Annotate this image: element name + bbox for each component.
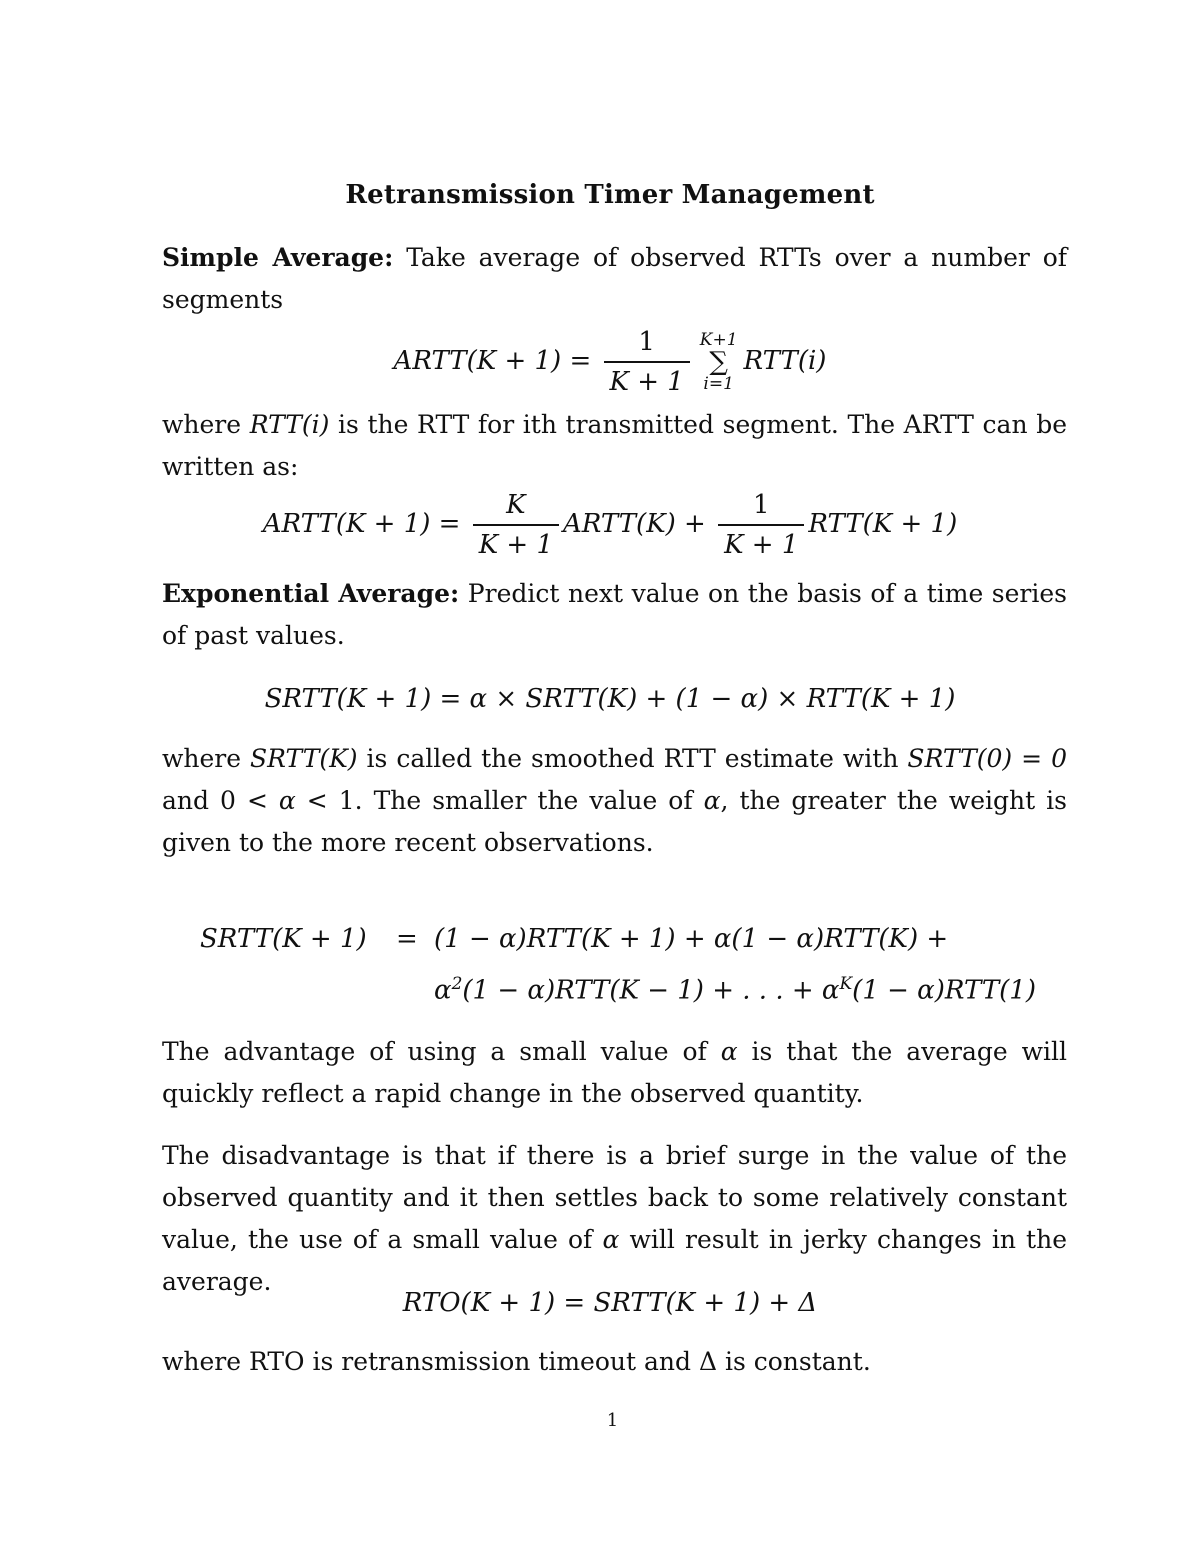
eq2-middle: ARTT(K) + xyxy=(563,509,715,539)
text-fragment: is called the smoothed RTT estimate with xyxy=(357,744,908,773)
eq1-numerator: 1 xyxy=(604,325,690,363)
math-inline: α xyxy=(278,786,296,815)
math-inline: RTT(i) xyxy=(249,410,330,439)
disadvantage-paragraph xyxy=(162,1135,1067,1303)
math-inline: α xyxy=(703,786,721,815)
srtt-expansion-equals: = xyxy=(396,924,418,954)
summation-symbol xyxy=(700,330,738,394)
text-fragment: where xyxy=(162,410,250,439)
text-fragment: is constant. xyxy=(717,1347,871,1376)
page-title: Retransmission Timer Management xyxy=(345,180,875,210)
text-fragment: where RTO is retransmission timeout and xyxy=(162,1347,699,1376)
text-fragment: and 0 < xyxy=(162,786,279,815)
math-inline: SRTT(0) = 0 xyxy=(907,744,1067,773)
srtt-expansion-line-2 xyxy=(434,974,1036,1006)
text-fragment: < 1. The smaller the value of xyxy=(295,786,704,815)
exponential-average-heading: Exponential Average: xyxy=(162,579,460,608)
eq2-f2-denominator: K + 1 xyxy=(724,530,799,560)
sum-upper-limit: K+1 xyxy=(699,330,738,350)
text-fragment: where xyxy=(162,744,251,773)
rto-definition-paragraph xyxy=(162,1341,1067,1383)
sigma-icon: ∑ xyxy=(709,347,728,377)
srtt-expansion-line-1: (1 − α)RTT(K + 1) + α(1 − α)RTT(K) + xyxy=(434,924,949,954)
srtt-equation: SRTT(K + 1) = α × SRTT(K) + (1 − α) × RTT(K + 1) xyxy=(264,684,956,714)
exponential-average-paragraph xyxy=(162,573,1067,657)
rtt-definition-paragraph xyxy=(162,404,1067,488)
text-fragment: will result in jerky changes in the average. xyxy=(162,1225,1068,1296)
text-fragment: is the RTT for ith transmitted segment. The ARTT can be written as: xyxy=(162,410,1067,481)
eq1-rhs: RTT(i) xyxy=(743,346,827,376)
eq2-lhs: ARTT(K + 1) = xyxy=(262,509,469,539)
math-inline: α xyxy=(602,1225,620,1254)
text-fragment: The disadvantage is that if there is a brief surge in the value of the observed quantity and it then settles back to some relatively constant value, the use of a small value of xyxy=(162,1141,1067,1254)
eq1-denominator: K + 1 xyxy=(609,367,684,397)
delta-symbol: Δ xyxy=(698,1347,718,1376)
text-fragment: is that the average will quickly reflect a rapid change in the observed quantity. xyxy=(162,1037,1068,1108)
artt-recursive-equation xyxy=(0,488,1200,562)
math-fragment: (1 − α)RTT(1) xyxy=(852,975,1036,1006)
math-fragment: α xyxy=(434,975,452,1006)
eq2-rhs: RTT(K + 1) xyxy=(808,509,958,539)
page-number: 1 xyxy=(606,1410,619,1431)
srtt-definition-paragraph xyxy=(162,738,1067,864)
eq2-fraction-1 xyxy=(473,488,559,562)
exponential-average-text: Predict next value on the basis of a time series of past values. xyxy=(162,579,1067,650)
simple-average-text: Take average of observed RTTs over a number of segments xyxy=(162,243,1067,314)
artt-sum-equation xyxy=(0,325,1200,399)
superscript: 2 xyxy=(451,974,463,994)
eq1-fraction xyxy=(604,325,690,399)
eq2-f1-numerator: K xyxy=(473,488,559,526)
math-inline: SRTT(K) xyxy=(250,744,358,773)
text-fragment: The advantage of using a small value of xyxy=(162,1037,721,1066)
eq1-lhs: ARTT(K + 1) = xyxy=(393,346,600,376)
srtt-expansion-lhs: SRTT(K + 1) xyxy=(200,924,367,954)
eq2-fraction-2 xyxy=(718,488,804,562)
text-fragment: , the greater the weight is given to the more recent observations. xyxy=(162,786,1067,857)
simple-average-heading: Simple Average: xyxy=(162,243,394,272)
eq2-f2-numerator: 1 xyxy=(718,488,804,526)
math-fragment: (1 − α)RTT(K − 1) + . . . + α xyxy=(462,975,840,1006)
simple-average-paragraph xyxy=(162,237,1067,321)
eq2-f1-denominator: K + 1 xyxy=(478,530,553,560)
math-inline: α xyxy=(720,1037,738,1066)
rto-equation: RTO(K + 1) = SRTT(K + 1) + Δ xyxy=(402,1288,818,1318)
sum-lower-limit: i=1 xyxy=(703,374,734,394)
advantage-paragraph xyxy=(162,1031,1067,1115)
superscript: K xyxy=(839,974,853,994)
